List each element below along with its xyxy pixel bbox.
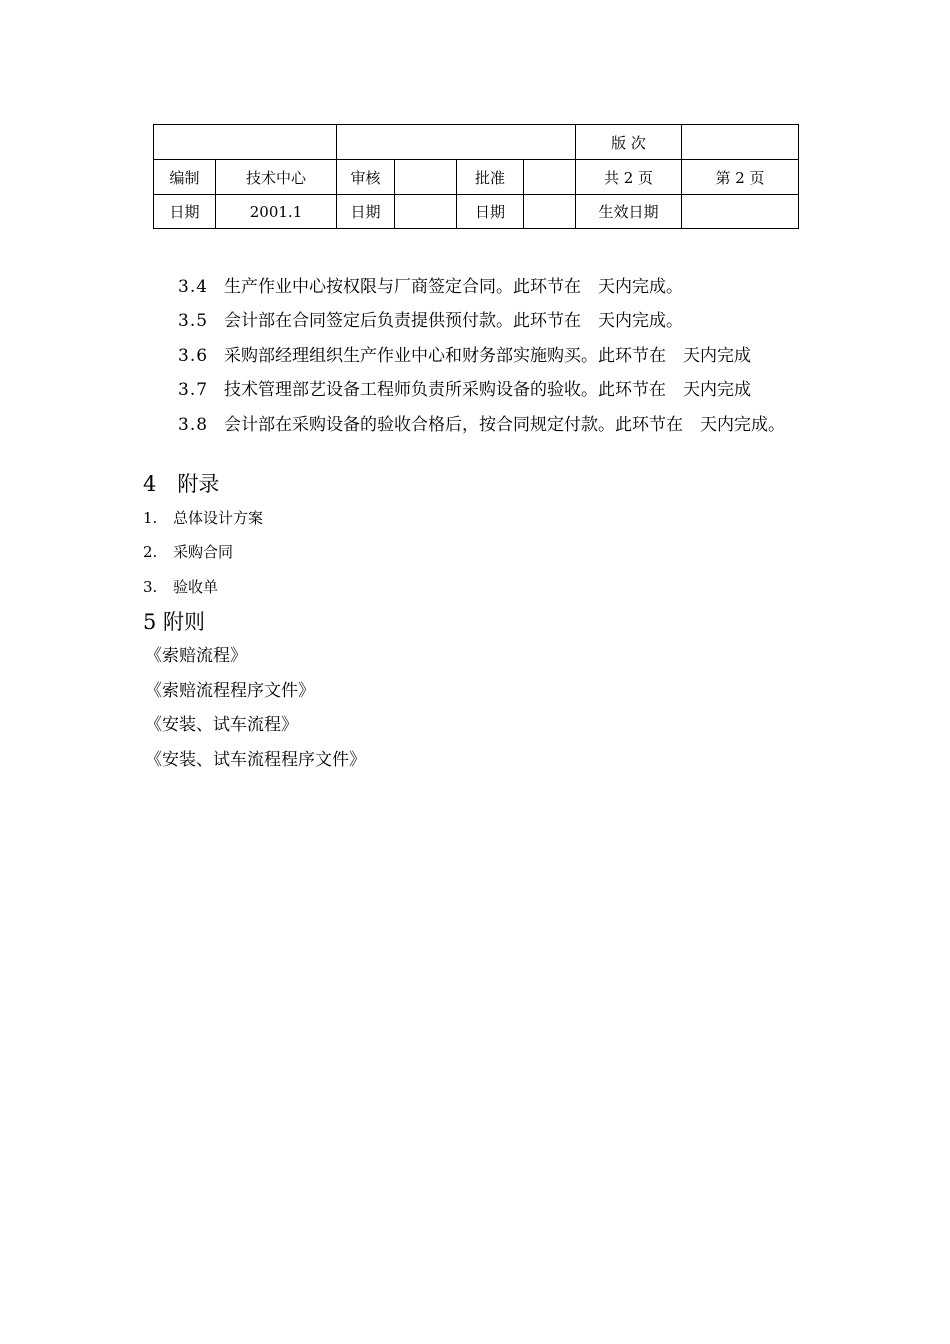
step-number: 3.6 xyxy=(178,346,209,366)
review-value xyxy=(395,160,457,195)
date-value: 2001.1 xyxy=(216,195,337,229)
step-item xyxy=(178,379,813,402)
step-text: 会计部在合同签定后负责提供预付款。此环节在 天内完成。 xyxy=(224,311,683,331)
appendix-item-text: 总体设计方案 xyxy=(173,509,264,527)
date-label: 日期 xyxy=(154,195,216,229)
appendix-item xyxy=(143,507,263,529)
approve-label: 批准 xyxy=(457,160,524,195)
review-label: 审核 xyxy=(337,160,395,195)
supplementary-heading: 5 附则 xyxy=(143,610,206,634)
prepared-label: 编制 xyxy=(154,160,216,195)
current-page: 第 2 页 xyxy=(682,160,799,195)
step-text: 生产作业中心按权限与厂商签定合同。此环节在 天内完成。 xyxy=(224,277,683,297)
table-row xyxy=(154,125,799,160)
step-number: 3.7 xyxy=(178,380,209,400)
appendix-heading: 4 附录 xyxy=(143,472,220,496)
appendix-item-number: 3. xyxy=(143,578,158,596)
appendix-item-text: 验收单 xyxy=(173,578,219,596)
step-item xyxy=(178,276,813,299)
step-text: 采购部经理组织生产作业中心和财务部实施购买。此环节在 天内完成 xyxy=(224,346,751,366)
date-label: 日期 xyxy=(337,195,395,229)
reference-document: 《安装、试车流程程序文件》 xyxy=(145,750,366,770)
reference-document: 《安装、试车流程》 xyxy=(145,715,298,735)
step-item xyxy=(178,345,813,368)
appendix-item xyxy=(143,576,218,598)
blank-cell xyxy=(154,125,337,160)
effective-date-value xyxy=(682,195,799,229)
appendix-item-number: 2. xyxy=(143,543,158,561)
version-value xyxy=(682,125,799,160)
step-item xyxy=(178,414,813,437)
date-value xyxy=(524,195,576,229)
blank-cell xyxy=(337,125,576,160)
prepared-value: 技术中心 xyxy=(216,160,337,195)
document-control-table xyxy=(153,124,799,229)
appendix-item-number: 1. xyxy=(143,509,158,527)
appendix-item xyxy=(143,541,233,563)
version-label: 版 次 xyxy=(576,125,682,160)
step-number: 3.8 xyxy=(178,415,209,435)
step-number: 3.4 xyxy=(178,277,209,297)
table-row xyxy=(154,160,799,195)
date-label: 日期 xyxy=(457,195,524,229)
date-value xyxy=(395,195,457,229)
appendix-item-text: 采购合同 xyxy=(173,543,234,561)
step-text: 会计部在采购设备的验收合格后，按合同规定付款。此环节在 天内完成。 xyxy=(224,415,785,435)
effective-date-label: 生效日期 xyxy=(576,195,682,229)
reference-document: 《索赔流程》 xyxy=(145,646,247,666)
step-item xyxy=(178,310,813,333)
approve-value xyxy=(524,160,576,195)
table-row xyxy=(154,195,799,229)
total-pages: 共 2 页 xyxy=(576,160,682,195)
step-number: 3.5 xyxy=(178,311,209,331)
reference-document: 《索赔流程程序文件》 xyxy=(145,681,315,701)
step-text: 技术管理部艺设备工程师负责所采购设备的验收。此环节在 天内完成 xyxy=(224,380,751,400)
